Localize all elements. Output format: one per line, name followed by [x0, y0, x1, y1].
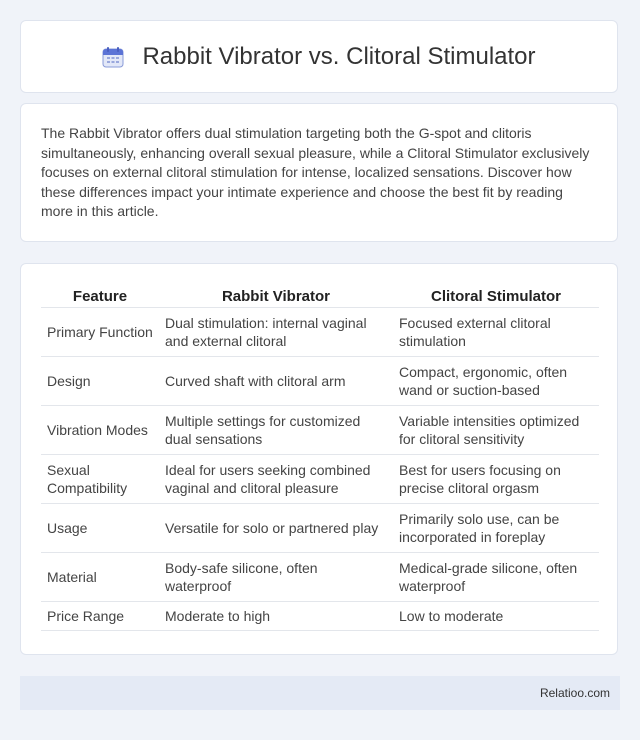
table-cell: Design: [41, 357, 159, 406]
table-cell: Primarily solo use, can be incorporated in foreplay: [393, 504, 599, 553]
table-row: [41, 455, 599, 504]
table-row: [41, 602, 599, 631]
table-cell: Multiple settings for customized dual sensations: [159, 406, 393, 455]
intro-card: [20, 103, 618, 242]
intro-text: The Rabbit Vibrator offers dual stimulation targeting both the G-spot and clitoris simultaneously, enhancing overall sexual pleasure, while a Clitoral Stimulator exclusively focuses on external clitoral stimulation for intense, localized sensations. Discover how these differences impact your intimate experience and choose the best fit by reading more in this article.: [41, 125, 590, 220]
footer-brand: Relatioo.com: [539, 686, 610, 700]
table-row: [41, 406, 599, 455]
table-cell: Body-safe silicone, often waterproof: [159, 553, 393, 602]
comparison-card: [20, 263, 618, 655]
table-cell: Focused external clitoral stimulation: [393, 308, 599, 357]
table-row: [41, 357, 599, 406]
table-cell: Ideal for users seeking combined vaginal and clitoral pleasure: [159, 455, 393, 504]
table-row: [41, 553, 599, 602]
column-header: Clitoral Stimulator: [393, 284, 599, 308]
table-cell: Price Range: [41, 602, 159, 631]
table-cell: Primary Function: [41, 308, 159, 357]
column-header: Feature: [41, 284, 159, 308]
footer-bar: [20, 676, 620, 710]
table-cell: Best for users focusing on precise clitoral orgasm: [393, 455, 599, 504]
table-cell: Medical-grade silicone, often waterproof: [393, 553, 599, 602]
table-cell: Versatile for solo or partnered play: [159, 504, 393, 553]
table-row: [41, 504, 599, 553]
calendar-icon: [102, 46, 124, 68]
table-cell: Dual stimulation: internal vaginal and external clitoral: [159, 308, 393, 357]
table-cell: Vibration Modes: [41, 406, 159, 455]
table-cell: Sexual Compatibility: [41, 455, 159, 504]
page-title: Rabbit Vibrator vs. Clitoral Stimulator: [142, 42, 536, 70]
column-header: Rabbit Vibrator: [159, 284, 393, 308]
table-cell: Moderate to high: [159, 602, 393, 631]
table-cell: Compact, ergonomic, often wand or suction-based: [393, 357, 599, 406]
table-cell: Low to moderate: [393, 602, 599, 631]
table-cell: Variable intensities optimized for clitoral sensitivity: [393, 406, 599, 455]
title-card: [20, 20, 618, 93]
table-cell: Usage: [41, 504, 159, 553]
table-row: [41, 308, 599, 357]
table-cell: Curved shaft with clitoral arm: [159, 357, 393, 406]
table-header-row: [41, 284, 599, 308]
comparison-table: [41, 284, 599, 631]
table-cell: Material: [41, 553, 159, 602]
